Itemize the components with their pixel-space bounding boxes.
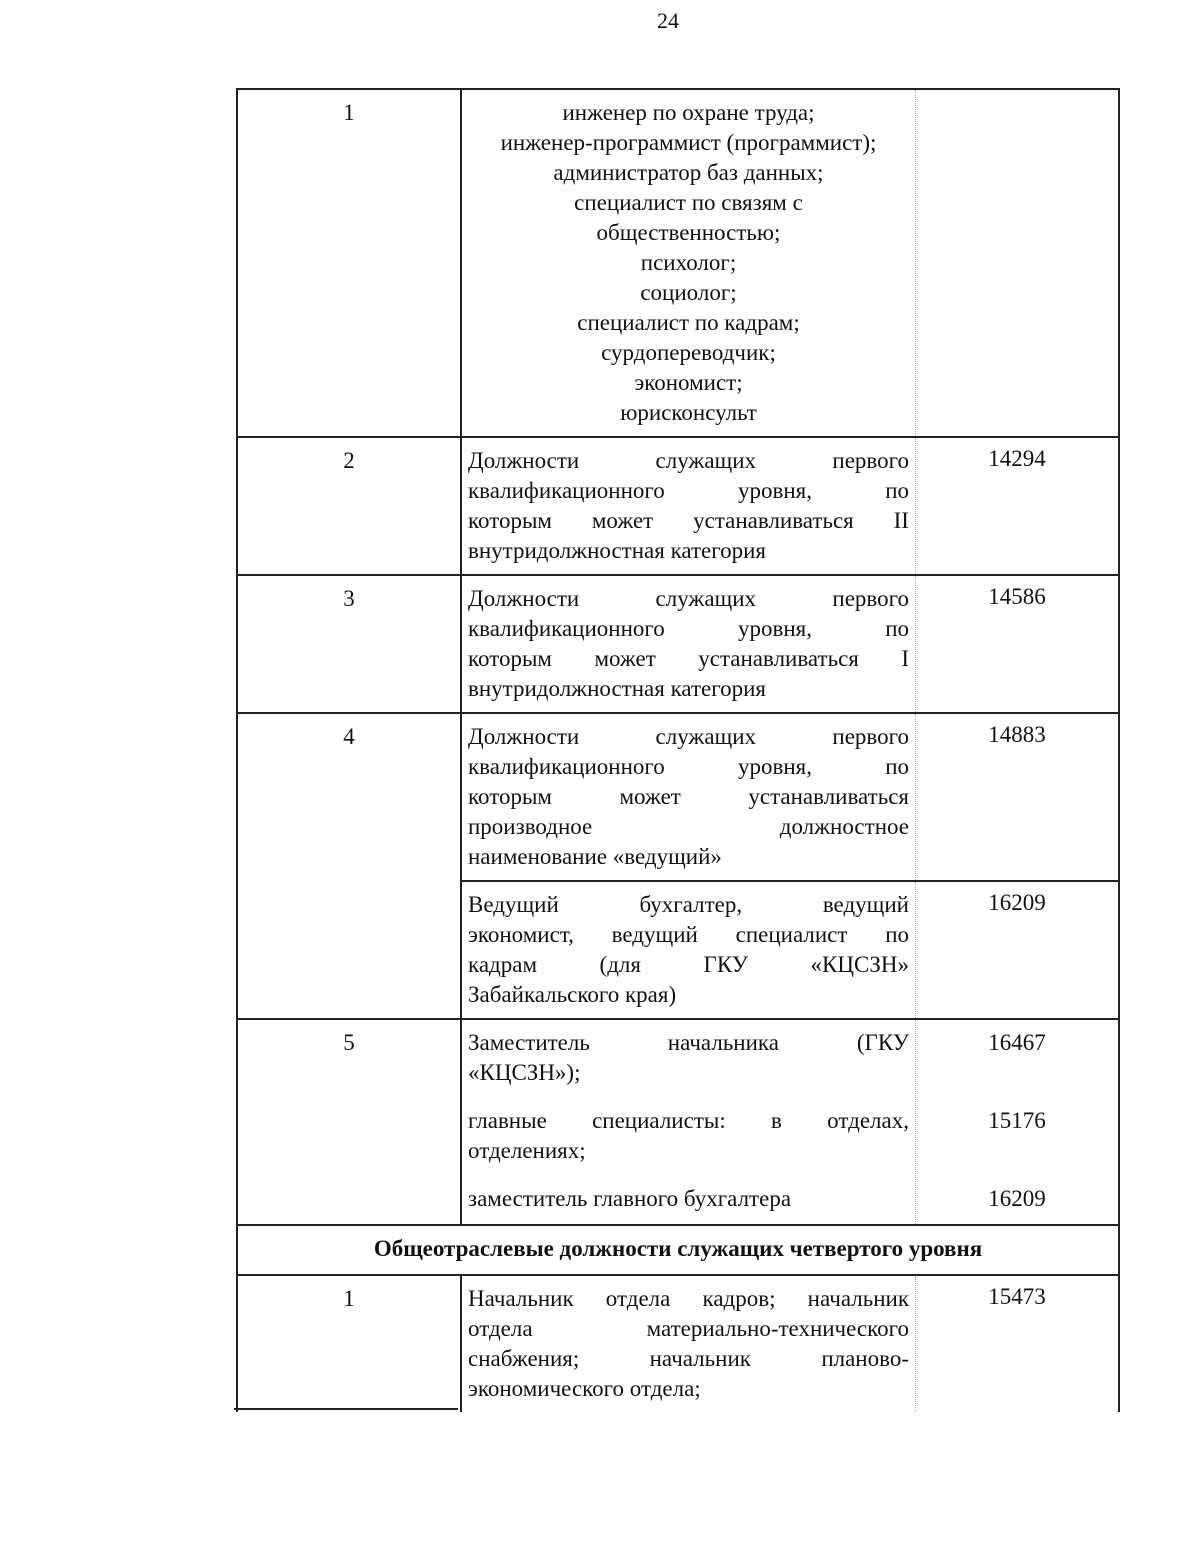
table-cut-line [234, 1408, 458, 1410]
position-line: администратор баз данных; [553, 160, 824, 185]
position-line: специалист по связям с [574, 190, 803, 215]
text-line [468, 920, 909, 950]
row-number: 1 [238, 1276, 462, 1412]
word: по [885, 616, 909, 641]
word: уровня, [737, 478, 812, 503]
position-item [468, 1106, 909, 1166]
word: внутридолжностная категория [468, 676, 767, 701]
position-line: специалист по кадрам; [577, 310, 800, 335]
text-line [468, 1344, 909, 1374]
position-item [468, 1028, 909, 1088]
text-line [468, 446, 909, 476]
position-text [462, 882, 916, 1018]
text-line [468, 950, 909, 980]
position-text [462, 438, 916, 574]
word: отделах, [827, 1108, 909, 1133]
word: начальник [807, 1286, 909, 1311]
salary-value: 14586 [988, 584, 1046, 609]
text-line [468, 1136, 909, 1166]
word: производное [468, 814, 593, 839]
salary-value: 14294 [988, 446, 1046, 471]
word: специалист [735, 922, 848, 947]
word: специалисты: [592, 1108, 726, 1133]
text-line [468, 644, 909, 674]
position-line: юрисконсульт [620, 400, 757, 425]
page-number: 24 [657, 8, 679, 33]
salary-value: 15176 [988, 1108, 1046, 1133]
salary-value: 16209 [988, 890, 1046, 915]
position-text [462, 576, 916, 712]
section-heading: Общеотраслевые должности служащих четвертого уровня [373, 1236, 983, 1261]
word: может [619, 784, 681, 809]
text-line [468, 674, 909, 704]
text-line [468, 476, 909, 506]
word: Заместитель [468, 1030, 590, 1055]
word: Забайкальского края) [468, 982, 677, 1007]
word: «КЦСЗН»); [468, 1060, 581, 1085]
word: по [885, 478, 909, 503]
word: квалификационного [468, 478, 665, 503]
word: служащих [655, 586, 757, 611]
word: которым [468, 508, 552, 533]
text-line [468, 1058, 909, 1088]
word: квалификационного [468, 754, 665, 779]
table-row [236, 1276, 1120, 1412]
word: наименование «ведущий» [468, 844, 722, 869]
word: устанавливаться [698, 646, 859, 671]
word: планово- [821, 1346, 909, 1371]
text-line [468, 842, 909, 872]
word: Должности [468, 724, 580, 749]
table-row [236, 88, 1120, 438]
word: экономист, [468, 922, 574, 947]
word: ведущий [611, 922, 698, 947]
word: внутридолжностная категория [468, 538, 767, 563]
text-line [468, 980, 909, 1010]
row-number: 1 [238, 90, 462, 436]
table-row [236, 576, 1120, 714]
word: первого [832, 724, 909, 749]
word: должностное [779, 814, 909, 839]
word: Должности [468, 586, 580, 611]
word: отдела [605, 1286, 671, 1311]
word: экономического отдела; [468, 1376, 701, 1401]
word: кадров; [702, 1286, 776, 1311]
word: отделениях; [468, 1138, 586, 1163]
word: кадрам [468, 952, 537, 977]
salary-value: 16209 [988, 1186, 1046, 1211]
word: может [591, 508, 654, 533]
word: устанавливаться [748, 784, 909, 809]
salary-value: 15473 [988, 1284, 1046, 1309]
position-text [462, 1020, 916, 1224]
word: снабжения; [468, 1346, 580, 1371]
word: уровня, [737, 616, 812, 641]
position-text [462, 714, 916, 880]
table-row [236, 438, 1120, 576]
word: заместитель главного бухгалтера [468, 1186, 792, 1211]
word: (ГКУ [856, 1030, 909, 1055]
text-line [468, 506, 909, 536]
word: (для [599, 952, 641, 977]
row-number: 5 [238, 1020, 462, 1224]
position-line: инженер-программист (программист); [500, 130, 877, 155]
word: первого [832, 586, 909, 611]
word: главные [468, 1108, 547, 1133]
text-line [468, 1284, 909, 1314]
word: II [893, 508, 909, 533]
word: I [901, 646, 909, 671]
word: служащих [655, 448, 757, 473]
row-number: 4 [238, 714, 462, 1018]
position-line: психолог; [640, 250, 737, 275]
text-line [468, 1184, 909, 1214]
word: квалификационного [468, 616, 665, 641]
position-line: инженер по охране труда; [562, 100, 815, 125]
table-row [236, 714, 1120, 1020]
text-line [468, 1314, 909, 1344]
word: начальника [667, 1030, 779, 1055]
position-line: социолог; [640, 280, 737, 305]
word: уровня, [737, 754, 812, 779]
word: ГКУ [703, 952, 748, 977]
position-text [462, 1276, 916, 1412]
text-line [468, 536, 909, 566]
word: может [594, 646, 656, 671]
row-number: 3 [238, 576, 462, 712]
word: начальник [649, 1346, 751, 1371]
word: отдела [468, 1316, 533, 1341]
word: по [885, 754, 909, 779]
salary-value [916, 90, 1118, 436]
positions-table [236, 88, 1120, 1412]
word: ведущий [822, 892, 909, 917]
table-row [236, 1020, 1120, 1226]
position-line: сурдопереводчик; [601, 340, 776, 365]
word: по [885, 922, 909, 947]
text-line [468, 890, 909, 920]
position-list [462, 90, 916, 436]
section-heading-row [236, 1226, 1120, 1276]
text-line [468, 812, 909, 842]
word: «КЦСЗН» [810, 952, 909, 977]
text-line [468, 1106, 909, 1136]
text-line [468, 752, 909, 782]
text-line [468, 782, 909, 812]
text-line [468, 1374, 909, 1404]
word: Должности [468, 448, 580, 473]
salary-value: 14883 [988, 722, 1046, 747]
word: Начальник [468, 1286, 574, 1311]
text-line [468, 1028, 909, 1058]
text-line [468, 722, 909, 752]
position-line: экономист; [634, 370, 743, 395]
word: устанавливаться [693, 508, 854, 533]
text-line [468, 614, 909, 644]
word: в [771, 1108, 782, 1133]
word: бухгалтер, [639, 892, 743, 917]
row-number: 2 [238, 438, 462, 574]
position-item [468, 1184, 909, 1214]
salary-value: 16467 [988, 1030, 1046, 1055]
position-line: общественностью; [596, 220, 781, 245]
word: служащих [655, 724, 757, 749]
word: Ведущий [468, 892, 559, 917]
word: первого [832, 448, 909, 473]
word: которым [468, 646, 552, 671]
word: которым [468, 784, 552, 809]
word: материально-технического [646, 1316, 909, 1341]
text-line [468, 584, 909, 614]
